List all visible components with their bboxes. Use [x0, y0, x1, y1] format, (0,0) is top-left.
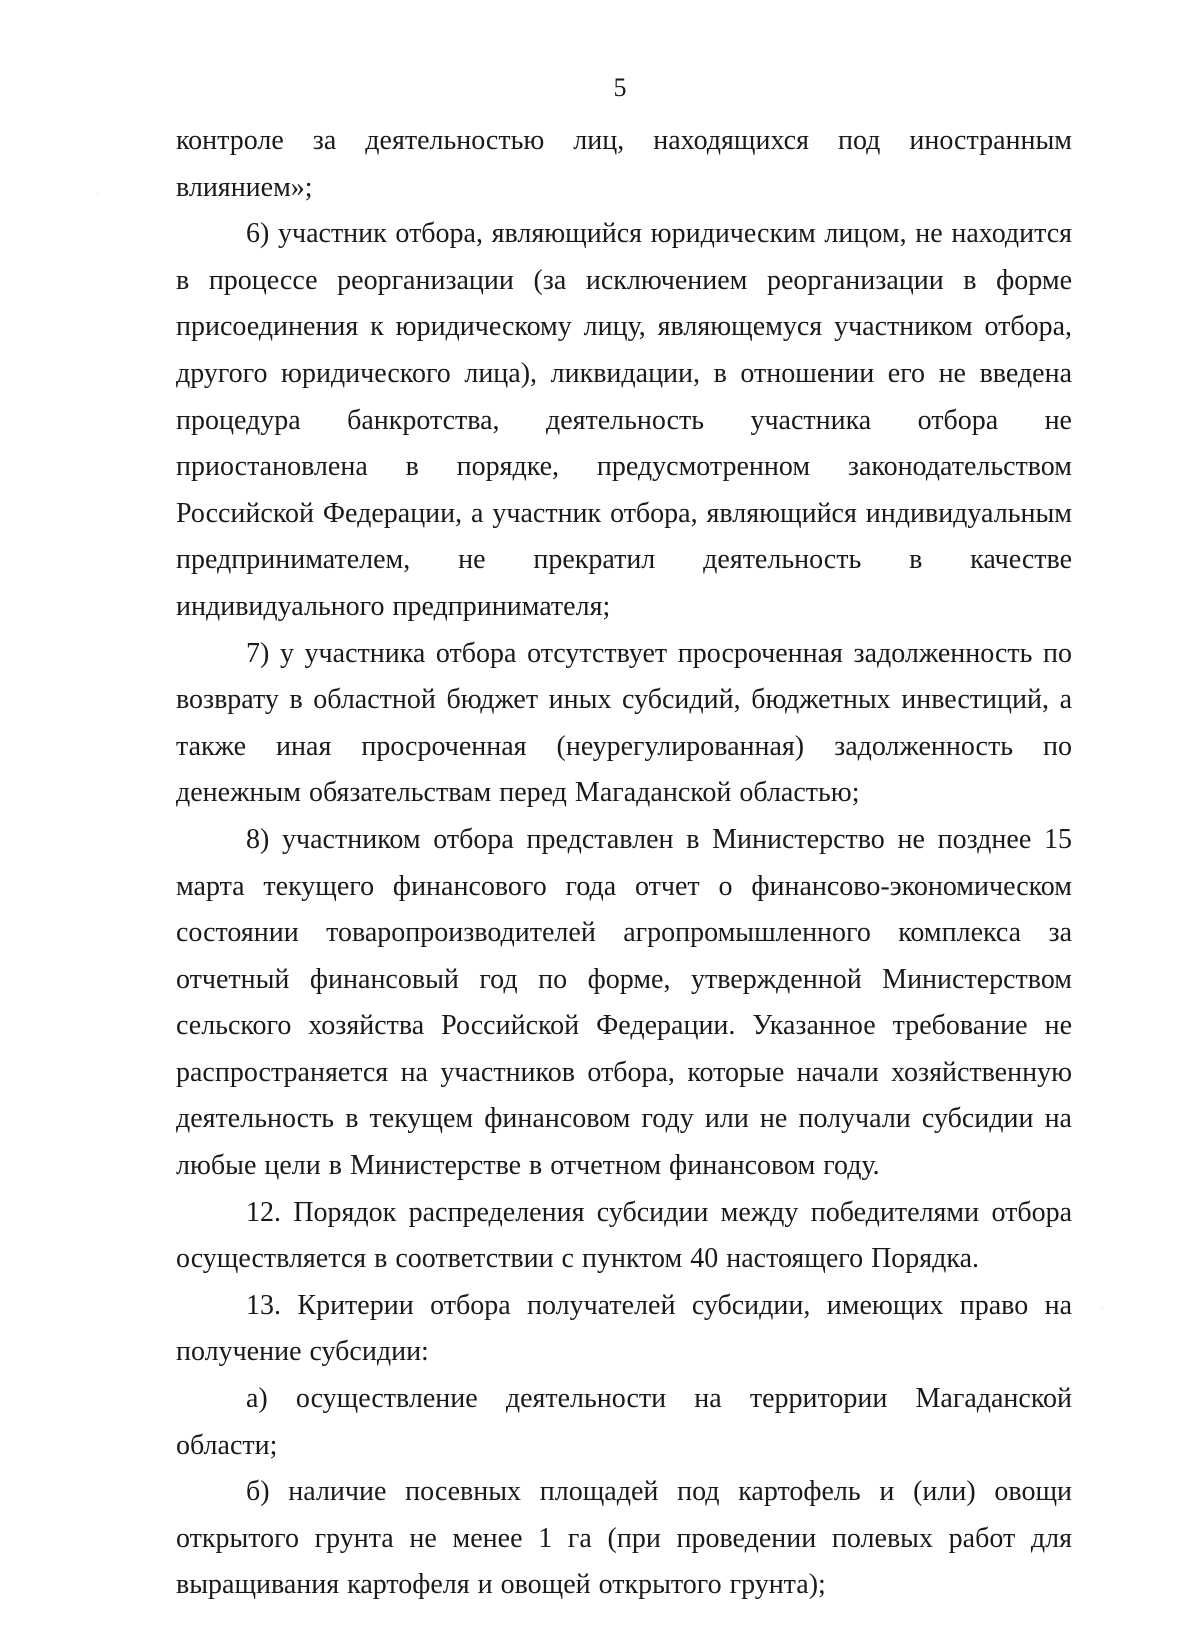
paragraph-item-8: 8) участником отбора представлен в Министерство не позднее 15 марта текущего финансового года отчет о финансово-экономическом состоянии товаропроизводителей агропромышленного комплекса за отчетный финансовый год по форме, утвержденной Министерством сельского хозяйства Российской Федерации. Указанное требование не распространяется на участников отбора, которые начали хозяйственную деятельность в текущем финансовом году или не получали субсидии на любые цели в Министерстве в отчетном финансовом году.: [176, 823, 1072, 1182]
paragraph-criterion-b: б) наличие посевных площадей под картофель и (или) овощи открытого грунта не менее 1 га (при проведении полевых работ для выращивания картофеля и овощей открытого грунта);: [176, 1476, 1072, 1601]
paragraph-item-7: 7) у участника отбора отсутствует просроченная задолженность по возврату в областной бюджет иных субсидий, бюджетных инвестиций, а также иная просроченная (неурегулированная) задолженность по денежным обязательствам перед Магаданской областью;: [176, 637, 1072, 809]
scan-speck: ·: [1100, 1300, 1104, 1314]
page-number: 5: [613, 73, 627, 102]
scan-speck: ·: [96, 186, 100, 200]
paragraph-criterion-a: а) осуществление деятельности на территории Магаданской области;: [176, 1383, 1072, 1461]
paragraph-clause-12: 12. Порядок распределения субсидии между победителями отбора осуществляется в соответствии с пунктом 40 настоящего Порядка.: [176, 1196, 1072, 1275]
document-body: [176, 118, 1072, 1609]
paragraph-item-6: 6) участник отбора, являющийся юридическим лицом, не находится в процессе реорганизации (за исключением реорганизации в форме присоединения к юридическому лицу, являющемуся участником отбора, другого юридического лица), ликвидации, в отношении его не введена процедура банкротства, деятельность участника отбора не приостановлена в порядке, предусмотренном законодательством Российской Федерации, а участник отбора, являющийся индивидуальным предпринимателем, не прекратил деятельность в качестве индивидуального предпринимателя;: [176, 218, 1072, 622]
paragraph-continuation: контроле за деятельностью лиц, находящихся под иностранным влиянием»;: [176, 125, 1072, 203]
paragraph-clause-13: 13. Критерии отбора получателей субсидии, имеющих право на получение субсидии:: [176, 1289, 1072, 1368]
